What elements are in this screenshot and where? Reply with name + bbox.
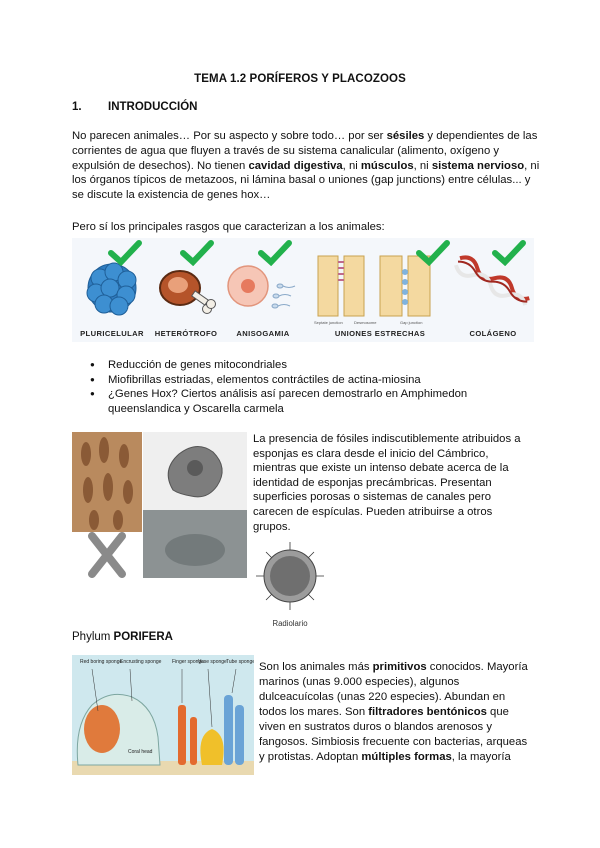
checkmark-icon	[258, 240, 292, 266]
list-item: ● Miofibrillas estriadas, elementos contráctiles de actina-miosina	[90, 373, 470, 388]
radiolarian-figure	[256, 536, 324, 628]
sponge-label: Tube sponge	[226, 659, 254, 665]
list-item: ● ¿Genes Hox? Ciertos análisis así parecen demostrarlo en Amphimedon queenslandica y Oscarella carmela	[90, 387, 470, 416]
section-title: INTRODUCCIÓN	[108, 101, 198, 113]
phylum-heading: Phylum PORIFERA	[72, 631, 173, 643]
sponge-types-illustration	[72, 655, 254, 775]
sponge-label: Red boring sponge	[80, 659, 123, 665]
section-number: 1.	[72, 101, 82, 113]
animal-traits-figure	[72, 238, 534, 342]
intro-paragraph: No parecen animales… Por su aspecto y sobre todo… por ser sésiles y dependientes de las corrientes de agua que fluyen a través de su sistema canalicular (alimento, oxígeno y expulsión de desechos). No tienen cavidad digestiva, ni músculos, ni sistema nervioso, ni los órganos típicos de metazoos, ni lámina basal o uniones (gap junctions) entre células... y se discute la existencia de genes hox…	[72, 130, 540, 202]
traits-intro: Pero sí los principales rasgos que caracterizan a los animales:	[72, 221, 385, 233]
traits-bullet-list	[90, 358, 470, 416]
checkmark-icon	[108, 240, 142, 266]
trait-label: UNIONES ESTRECHAS	[334, 329, 426, 338]
sponge-label: Encrusting sponge	[120, 659, 162, 665]
list-item: ● Reducción de genes mitocondriales	[90, 358, 470, 373]
cross-mark-icon	[72, 532, 142, 578]
checkmark-icon	[416, 240, 450, 266]
diagram-label: Septate junction	[314, 320, 343, 325]
sponge-microfossil-photo	[143, 432, 247, 510]
sponge-label: Finger sponge	[172, 659, 204, 665]
coral-label: Coral head	[128, 749, 153, 755]
page-title: TEMA 1.2 PORÍFEROS Y PLACOZOOS	[194, 73, 406, 85]
sponge-label: Vase sponge	[198, 659, 227, 665]
radiolarian-icon	[256, 536, 324, 616]
trait-label: PLURICELULAR	[80, 329, 144, 338]
trait-label: ANISOGAMIA	[236, 329, 290, 338]
diagram-label: Desmosome	[354, 320, 377, 325]
checkmark-icon	[180, 240, 214, 266]
checkmark-icon	[492, 240, 526, 266]
radiolarian-label: Radiolario	[272, 619, 308, 628]
diagram-label: Gap junction	[400, 320, 423, 325]
trait-label: HETERÓTROFO	[154, 329, 218, 338]
trait-label: COLÁGENO	[469, 329, 517, 338]
fossil-sponge-photo	[72, 432, 142, 532]
fossil-paragraph: La presencia de fósiles indiscutiblemente atribuidos a esponjas es clara desde el inicio del Cámbrico, mientras que existe un intenso debate acerca de la identidad de esponjas precámbricas. Presentan superficies porosas o sistemas de canales pero carecen de espículas. Pueden atribuirse a otros grupos.	[253, 433, 521, 533]
porifera-paragraph: Son los animales más primitivos conocidos. Mayoría marinos (unas 9.000 especies), algunos dulceacuícolas (unas 220 especies). Abundan en todos los mares. Son filtradores bentónicos que viven en sustratos duros o blandos arenosos y fangosos. Simbiosis frecuente con bacterias, arqueas y protistas. Adoptan múltiples formas, la mayoría	[259, 661, 528, 763]
fossil-rock-surface-photo	[143, 510, 247, 578]
